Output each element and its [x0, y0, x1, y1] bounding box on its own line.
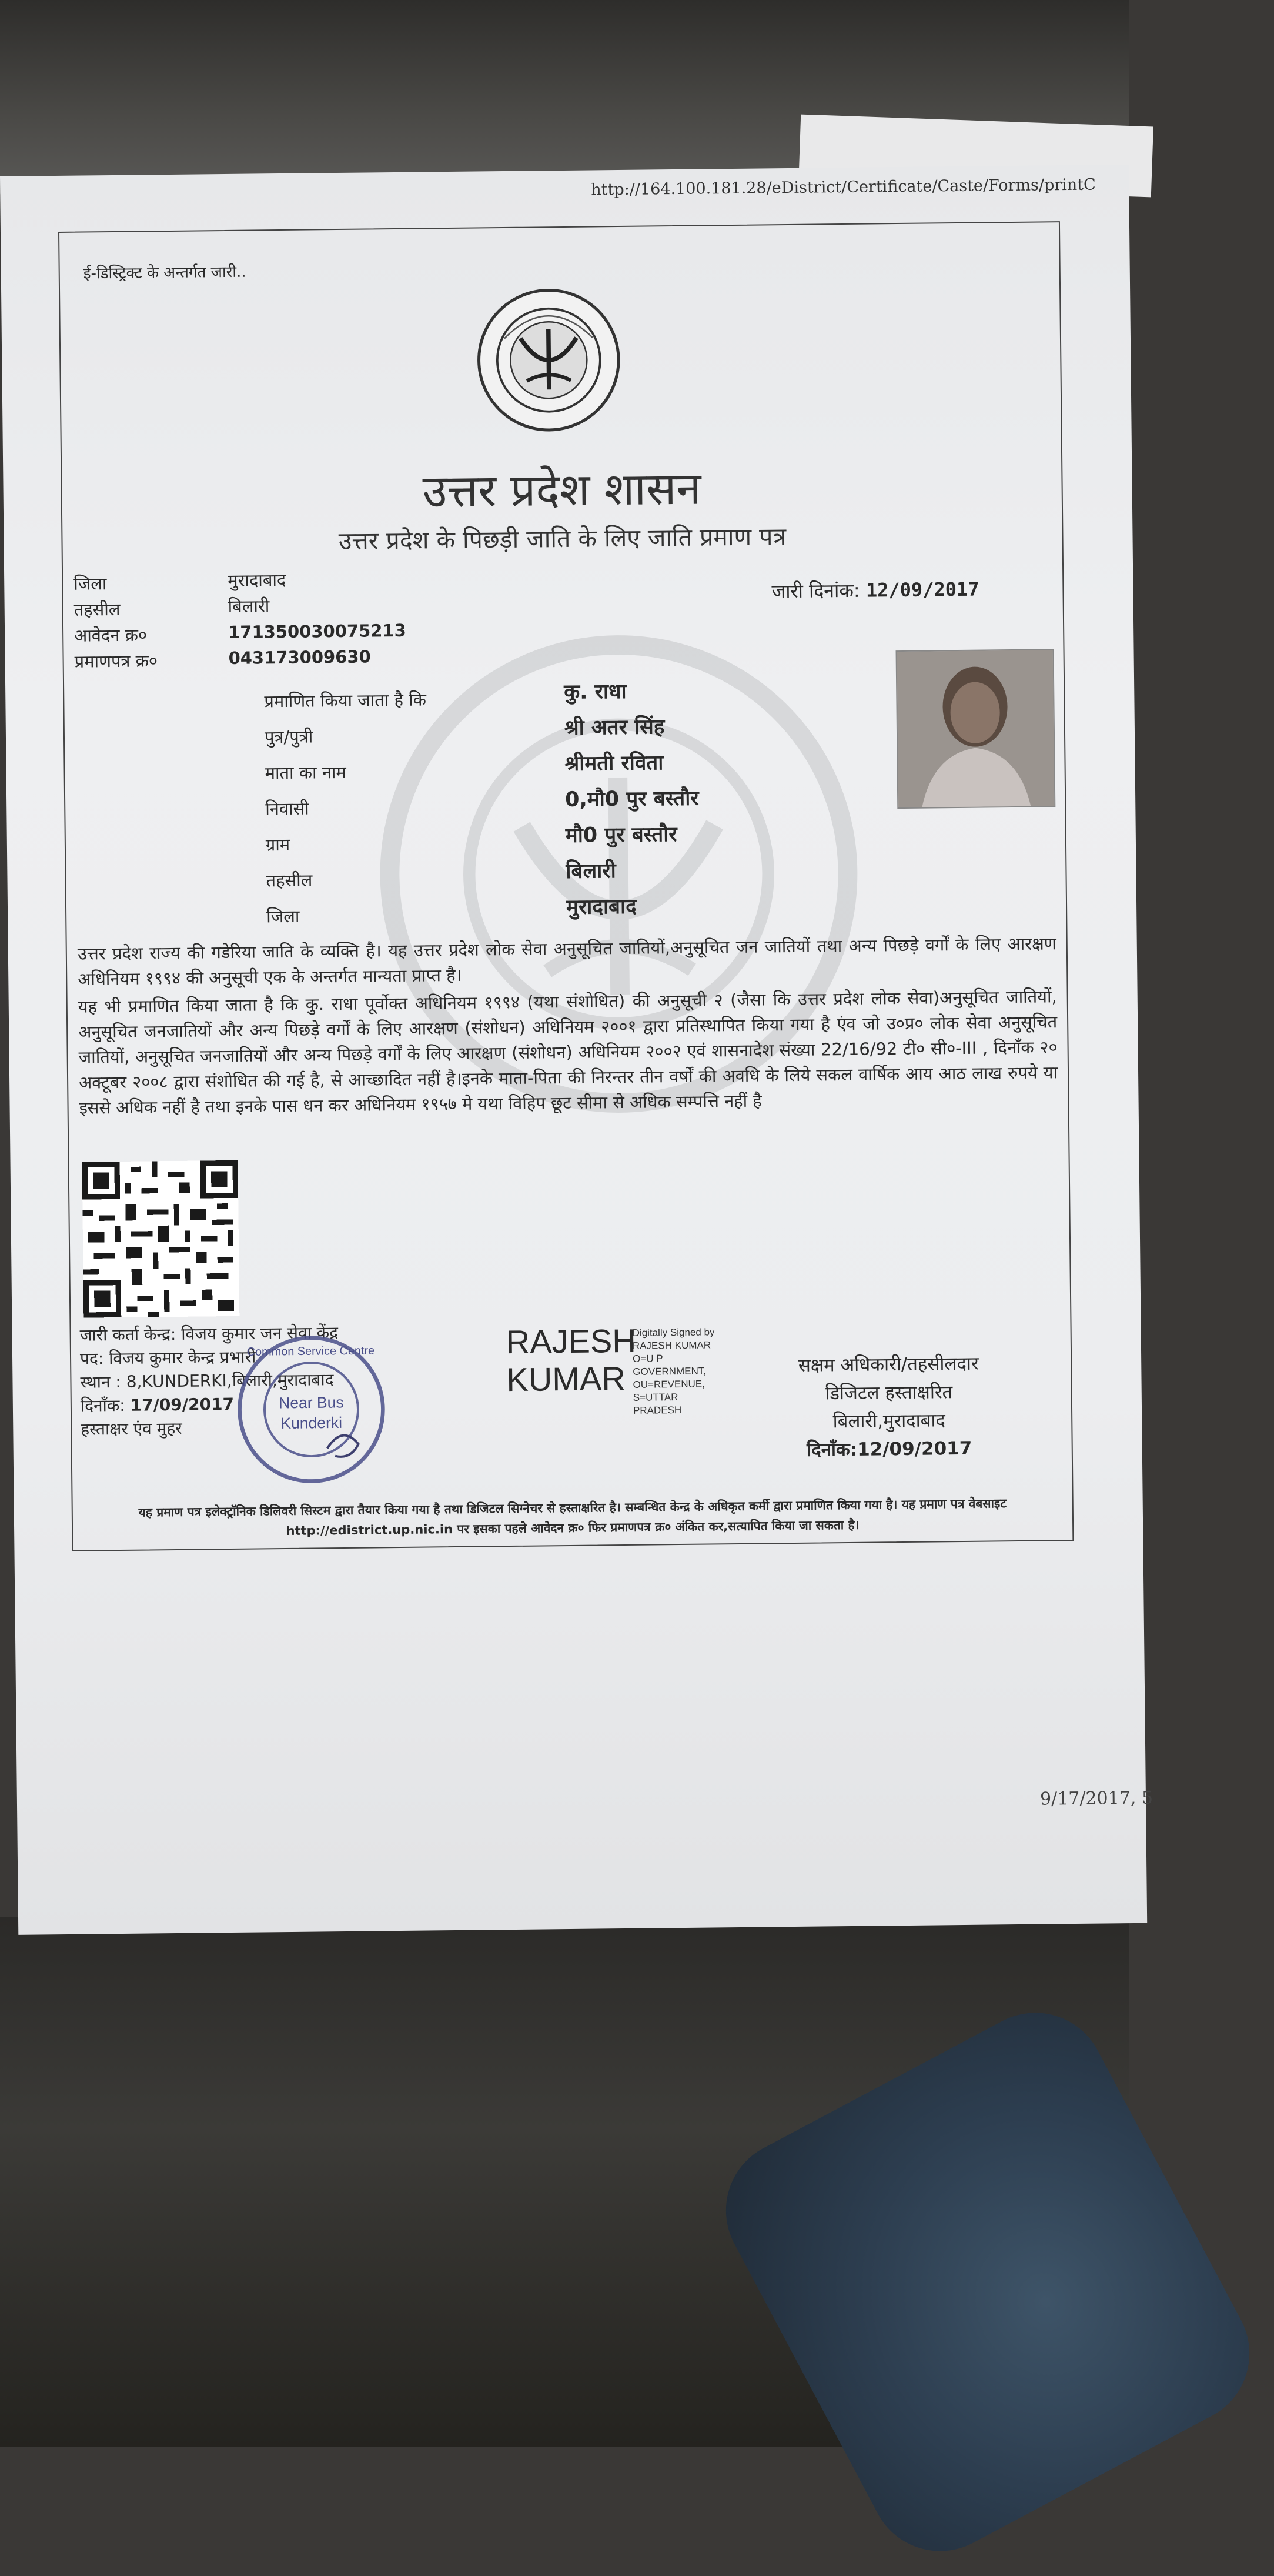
- mother-name: श्रीमती रविता: [564, 751, 664, 776]
- issuer-centre-value: विजय कुमार जन सेवा केंद्र: [181, 1323, 339, 1344]
- application-value: 171350030075213: [228, 620, 406, 642]
- issuer-centre: जारी कर्ता केन्द्र: विजय कुमार जन सेवा केंद्र: [79, 1323, 339, 1345]
- certificate-number-label: प्रमाणपत्र क्र०: [74, 650, 158, 672]
- print-timestamp: 9/17/2017, 5: [1039, 1787, 1153, 1810]
- details-tehsil-value: बिलारी: [566, 859, 616, 883]
- certificate-frame: [58, 221, 1074, 1551]
- qr-code-icon: [82, 1160, 240, 1318]
- details-district-value: मुरादाबाद: [566, 895, 637, 919]
- digital-signature-details: Digitally Signed by RAJESH KUMAR O=U P GOVERNMENT, OU=REVENUE, S=UTTAR PRADESH: [632, 1326, 715, 1416]
- certificate-subtitle: उत्तर प्रदेश के पिछड़ी जाति के लिए जाति प्रमाण पत्र: [338, 522, 787, 556]
- issuer-seal-label: हस्ताक्षर एंव मुहर: [81, 1418, 182, 1439]
- village-label: ग्राम: [265, 834, 290, 855]
- district-label: जिला: [73, 573, 107, 594]
- child-of-label: पुत्र/पुत्री: [264, 726, 313, 748]
- details-tehsil-label: तहसील: [266, 870, 313, 891]
- meta-values: [228, 566, 407, 671]
- print-url: http://164.100.181.28/eDistrict/Certificate/Caste/Forms/printC: [591, 175, 1096, 199]
- income-paragraph: यह भी प्रमाणित किया जाता है कि कु. राधा पूर्वोक्त अधिनियम १९९४ (यथा संशोधित) की अनुसूची २ (जैसा कि उत्तर प्रदेश लोक सेवा)अनुसूचित जातियों, अनुसूचित जनजातियों और अन्य पिछड़े वर्गों के लिए आरक्षण (संशोधन) अधिनियम २००१ द्वारा प्रतिस्थापित किया गया है एंव जो उ०प्र० लोक सेवा अनुसूचित जातियों, अनुसूचित जनजातियों और अन्य पिछड़े वर्गों के लिए आरक्षण (संशोधन) अधिनियम २००२ एवं शासनादेश संख्या 22/16/92 टी० सी०-III , दिनाँक २० अक्टूबर २००८ द्वारा संशोधित की गई है, से आच्छादित नहीं है।इनके माता-पिता की निरन्तर तीन वर्षों की अवधि के लिये सकल वार्षिक आय आठ लाख रुपये या इससे अधिक नहीं है तथा इनके पास धन कर अधिनियम १९५७ मे यथा विहिप छूट सीमा से अधिक सम्पत्ति नहीं है: [78, 986, 1058, 1118]
- issuer-place: स्थान : 8,KUNDERKI,बिलारी,मुरादाबाद: [80, 1370, 334, 1392]
- caste-paragraph: उत्तर प्रदेश राज्य की गडेरिया जाति के व्यक्ति है। यह उत्तर प्रदेश लोक सेवा अनुसूचित जातियों,अनुसूचित जन जातियों तथा अन्य पिछड़े वर्गों के लिए आरक्षण अधिनियम १९९४ की अनुसूची एक के अन्तर्गत मान्यता प्राप्त है।: [77, 933, 1056, 989]
- meta-labels: [73, 570, 158, 674]
- tehsil-value: बिलारी: [228, 596, 270, 616]
- district-value: मुरादाबाद: [228, 569, 286, 590]
- details-labels: [264, 682, 429, 935]
- mother-label: माता का नाम: [265, 762, 346, 783]
- issue-date-value: 12/09/2017: [865, 578, 979, 602]
- resident-value: 0,मौ0 पुर बस्तौर: [564, 786, 699, 812]
- stamp-line-2: Near Bus: [278, 1393, 344, 1412]
- issue-date: [771, 576, 979, 604]
- competent-officer-block: [765, 1349, 1013, 1464]
- application-label: आवेदन क्र०: [74, 625, 148, 646]
- csc-rubber-stamp-icon: [233, 1329, 390, 1490]
- digital-signer-name: RAJESH KUMAR: [506, 1322, 637, 1399]
- tehsil-label: तहसील: [73, 599, 121, 620]
- details-values: [564, 673, 700, 926]
- issuer-date: दिनाँक: 17/09/2017: [80, 1394, 235, 1416]
- officer-signed: डिजिटल हस्ताक्षरित: [825, 1382, 953, 1404]
- certificate-title: उत्तर प्रदेश शासन: [422, 462, 701, 518]
- officer-place: बिलारी,मुरादाबाद: [832, 1410, 946, 1433]
- verification-footnote: यह प्रमाण पत्र इलेक्ट्रॉनिक डिलिवरी सिस्टम द्वारा तैयार किया गया है तथा डिजिटल सिग्नेचर से हस्ताक्षरित है। सम्बन्धित केन्द्र के अधिकृत कर्मी द्वारा प्रमाणित किया गया है। यह प्रमाण पत्र वेबसाइट http://edistrict.up.nic.in पर इसका पहले आवेदन क्र० फिर प्रमाणपत्र क्र० अंकित कर,सत्यापित किया जा सकता है।: [138, 1496, 1007, 1539]
- printed-page: [0, 165, 1153, 1935]
- edistrict-note: ई-डिस्ट्रिक्ट के अन्तर्गत जारी..: [83, 263, 246, 283]
- officer-date: दिनाँक:12/09/2017: [806, 1437, 972, 1461]
- certify-label: प्रमाणित किया जाता है कि: [264, 689, 427, 712]
- stamp-line-3: Kunderki: [280, 1413, 343, 1432]
- applicant-photo: [896, 649, 1056, 809]
- stamp-line-1: Common Service Centre: [246, 1344, 375, 1359]
- officer-title: सक्षम अधिकारी/तहसीलदार: [798, 1353, 979, 1376]
- resident-label: निवासी: [265, 798, 309, 819]
- issuer-place-value: 8,KUNDERKI,बिलारी,मुरादाबाद: [126, 1370, 334, 1392]
- village-value: मौ0 पुर बस्तौर: [565, 823, 677, 847]
- issuer-post: पद: विजय कुमार केन्द्र प्रभारी: [79, 1347, 256, 1369]
- issuer-date-value: 17/09/2017: [130, 1394, 235, 1415]
- certificate-number-value: 043173009630: [228, 646, 371, 668]
- father-name: श्री अतर सिंह: [564, 715, 665, 740]
- issuer-post-value: विजय कुमार केन्द्र प्रभारी: [109, 1347, 256, 1369]
- up-government-emblem-icon: [474, 286, 623, 435]
- applicant-name: कु. राधा: [564, 679, 627, 705]
- issue-date-label: जारी दिनांक:: [771, 579, 860, 603]
- details-district-label: जिला: [266, 906, 300, 927]
